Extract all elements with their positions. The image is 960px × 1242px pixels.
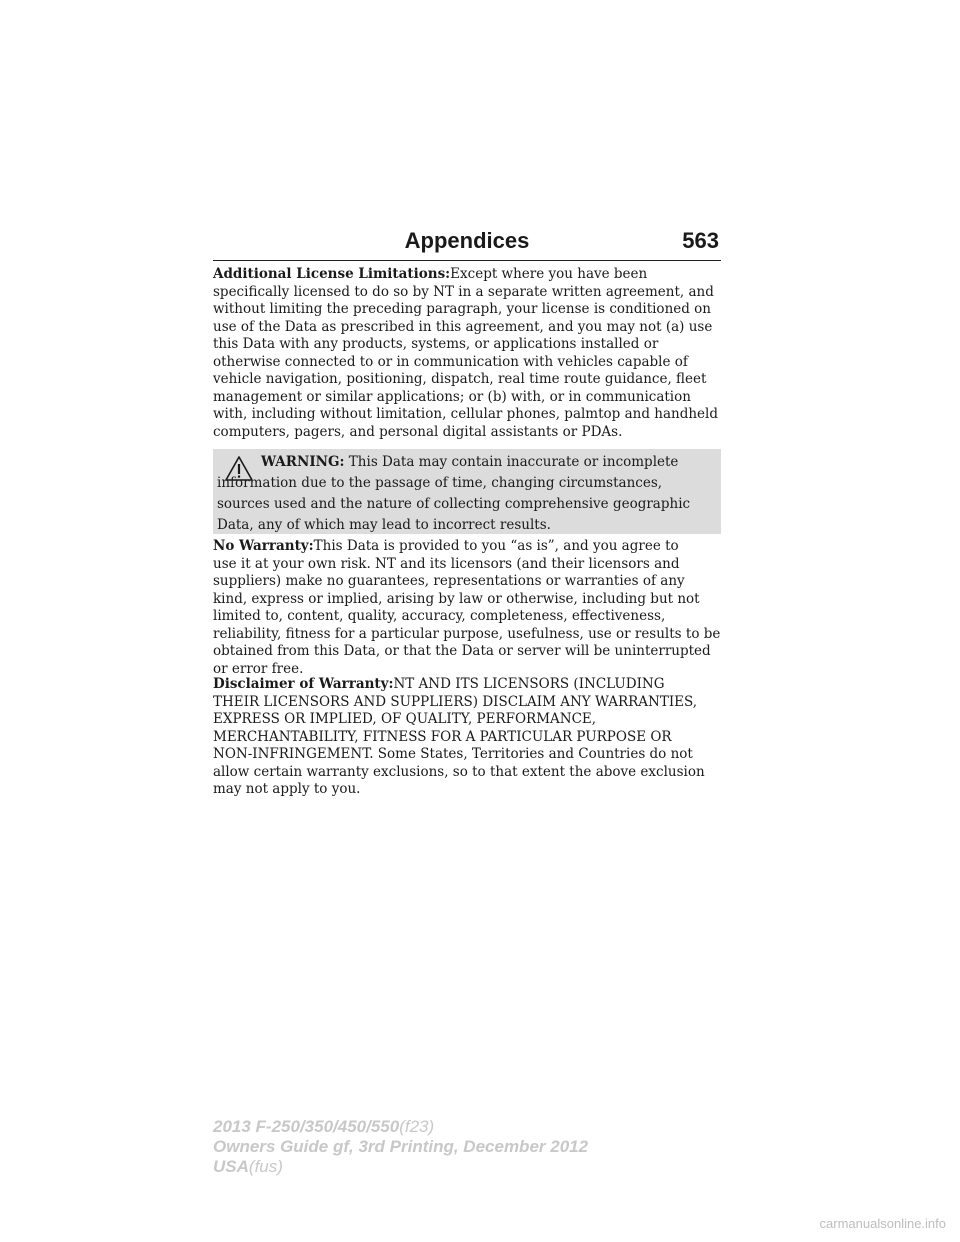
footer-region-code: (fus) bbox=[248, 1157, 283, 1176]
additional-license-text: Except where you have been specifically licensed to do so by NT in a separate written agreement, and without limiting the preceding paragraph, your license is conditioned on use of the Data as prescribed in this agreement, and you may not (a) use this Data with any products, systems, or applications installed or otherwise connected to or in communication with vehicles capable of vehicle navigation, positioning, dispatch, real time route guidance, fleet management or similar applications; or (b) with, or in communication with, including without limitation, cellular phones, palmtop and handheld computers, pagers, and personal digital assistants or PDAs. bbox=[213, 266, 718, 440]
page-footer bbox=[213, 1117, 588, 1177]
footer-model-code: (f23) bbox=[399, 1117, 435, 1136]
header-divider bbox=[213, 260, 721, 261]
warning-heading: WARNING: bbox=[261, 454, 345, 470]
disclaimer-heading: Disclaimer of Warranty: bbox=[213, 676, 394, 692]
footer-model: 2013 F-250/350/450/550 bbox=[213, 1117, 400, 1136]
additional-license-paragraph bbox=[213, 266, 723, 441]
footer-region-line bbox=[213, 1157, 588, 1177]
footer-model-line bbox=[213, 1117, 588, 1137]
warning-text: This Data may contain inaccurate or incomplete information due to the passage of time, changing circumstances, sources used and the nature of collecting comprehensive geographic Data, any of which may lead to incorrect results. bbox=[217, 454, 691, 533]
page-number: 563 bbox=[682, 228, 719, 253]
no-warranty-text: This Data is provided to you “as is”, and you agree to use it at your own risk. NT and its licensors (and their licensors and suppliers) make no guarantees, representations or warranties of any kind, express or implied, arising by law or otherwise, including but not limited to, content, quality, accuracy, completeness, effectiveness, reliability, fitness for a particular purpose, usefulness, use or results to be obtained from this Data, or that the Data or server will be uninterrupted or error free. bbox=[213, 538, 721, 677]
warning-box bbox=[213, 449, 721, 534]
warning-paragraph bbox=[217, 452, 717, 536]
additional-license-heading: Additional License Limitations: bbox=[213, 266, 451, 282]
footer-guide-line: Owners Guide gf, 3rd Printing, December 2012 bbox=[213, 1137, 589, 1156]
no-warranty-paragraph bbox=[213, 538, 723, 678]
disclaimer-paragraph bbox=[213, 676, 723, 799]
disclaimer-text: NT AND ITS LICENSORS (INCLUDING THEIR LICENSORS AND SUPPLIERS) DISCLAIM ANY WARRANTIES, EXPRESS OR IMPLIED, OF QUALITY, PERFORMANCE, MERCHANTABILITY, FITNESS FOR A PARTICULAR PURPOSE OR NON-INFRINGEMENT. Some States, Territories and Countries do not allow certain warranty exclusions, so to that extent the above exclusion may not apply to you. bbox=[213, 676, 705, 797]
footer-region: USA bbox=[213, 1157, 249, 1176]
site-watermark[interactable]: carmanualsonline.info bbox=[819, 1216, 946, 1231]
no-warranty-heading: No Warranty: bbox=[213, 538, 314, 554]
page-header bbox=[213, 226, 721, 260]
section-title: Appendices bbox=[404, 228, 530, 253]
